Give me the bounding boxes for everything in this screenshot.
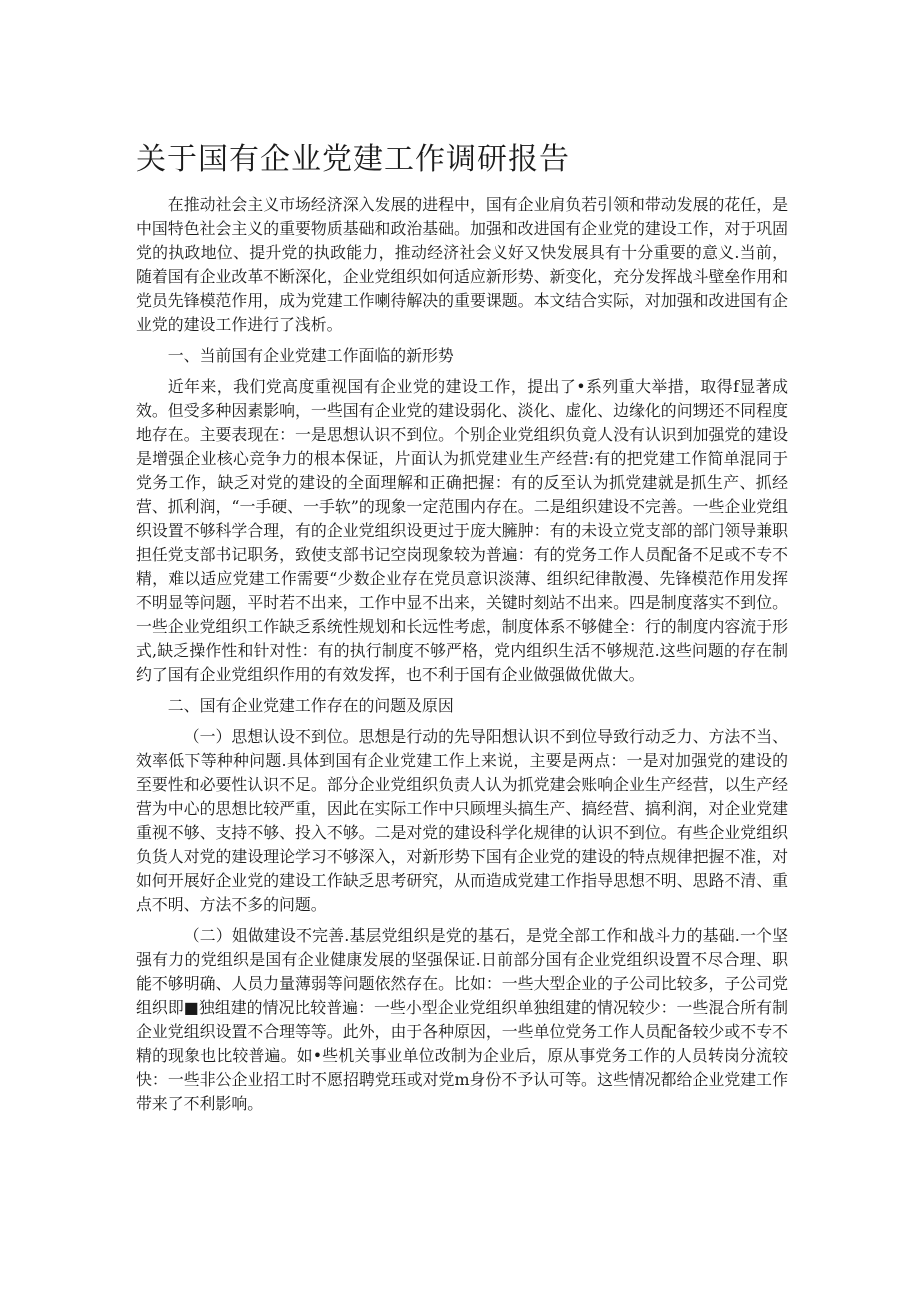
section2-subsection1-paragraph: （一）思想认设不到位。思想是行动的先导阳想认识不到位导致行动乏力、方法不当、效率低下等种种问题.具体到国有企业党建工作上来说，主要是两点：一是对加强党的建设的至要性和必要性认识不足。部分企业党组织负责人认为抓党建会账响企业生产经营，以生产经营为中心的思想比较严重，因此在实际工作中只顾埋头搞生产、搞经营、搞利润，对企业党建重视不够、支持不够、投入不够。二是对党的建设科学化规律的认识不到位。有些企业党组织负货人对党的建设理论学习不够深入，对新形势下国有企业党的建设的特点规律把握不准，对如何开展好企业党的建设工作缺乏思考研究，从而造成党建工作指导思想不明、思路不清、重点不明、方法不多的问题。 bbox=[136, 727, 788, 914]
section1-paragraph: 近年来，我们党高度重视国有企业党的建设工作，提出了•系列重大举措，取得f显著成效。但受多种因素影响，一些国有企业党的建设弱化、淡化、虚化、边缘化的问甥还不同程度地存在。主要表现在：一是思想认识不到位。个别企业党组织负竟人没有认识到加强党的建设是增强企业核心竞争力的根本保证，片面认为抓党建业生产经营:有的把党建工作简单混同于党务工作，缺乏对党的建设的全面理解和正确把握：有的反至认为抓党建就是抓生产、抓经营、抓利润，“一手硬、一手软”的现象一定范围内存在。二是组织建设不完善。一些企业党组织设置不够科学合理，有的企业党组织设更过于庞大臃肿：有的未设立党支部的部门领导兼职担任党支部书记职务，致使支部书记空岗现象较为普遍：有的党务工作人员配备不足或不专不精，难以适应党建工作需要“少数企业存在党员意识淡薄、组织纪律散漫、先锋模范作用发挥不明显等问题，平时若不出来，工作中显不出来，关键时刻站不出来。四是制度落实不到位。一些企业党组织工作缺乏系统性规划和长远性考虑，制度体系不够健全：行的制度内容流于形式,缺乏操作性和针对性：有的执行制度不够严格，党内组织生活不够规范.这些问题的存在制约了国有企业党组织作用的有效发挥，也不利于国有企业做强做优做大。 bbox=[136, 377, 788, 684]
intro-paragraph: 在推动社会主义市场经济深入发展的进程中，国有企业肩负若引领和带动发展的花任，是中国特色社会主义的重要物质基础和政治基础。加强和改进国有企业党的建设工作，对于巩固党的执政地位、提升党的执政能力，推动经济社会义好又快发展具有十分重要的意义.当前，随着国有企业改革不断深化，企业党组织如何适应新形势、新变化，充分发挥战斗壁垒作用和党员先锋模范作用，成为党建工作喇待解决的重要课题。本文结合实际，对加强和改进国有企业党的建设工作进行了浅析。 bbox=[136, 195, 788, 334]
document-title: 关于国有企业党建工作调研报告 bbox=[136, 142, 570, 177]
section2-subsection2-paragraph: （二）姐做建设不完善.基层党组织是党的基石，是党全部工作和战斗力的基础.一个坚强有力的党组织是国有企业健康发展的坚强保证.日前部分国有企业党组织设置不尽合理、职能不够明确、人员力量薄弱等问题依然存在。比如：一些大型企业的子公司比较多，子公司党组织即■独组建的情况比较普遍：一些小型企业党组织单独组建的情况较少：一些混合所有制企业党组织设置不合理等等。此外，由于各种原因，一些单位党务工作人员配备较少或不专不精的现象也比较普遍。如•些机关事业单位改制为企业后，原从事党务工作的人员转岗分流较快：一些非公企业招工时不愿招聘党珏或对党m身份不予认可等。这些情况都给企业党建工作带来了不利影响。 bbox=[136, 926, 788, 1113]
document-body bbox=[136, 193, 788, 1116]
section2-heading: 二、国有企业党建工作存在的问题及原因 bbox=[167, 696, 454, 715]
section1-heading: 一、当前国有企业党建工作面临的新形势 bbox=[167, 346, 454, 365]
